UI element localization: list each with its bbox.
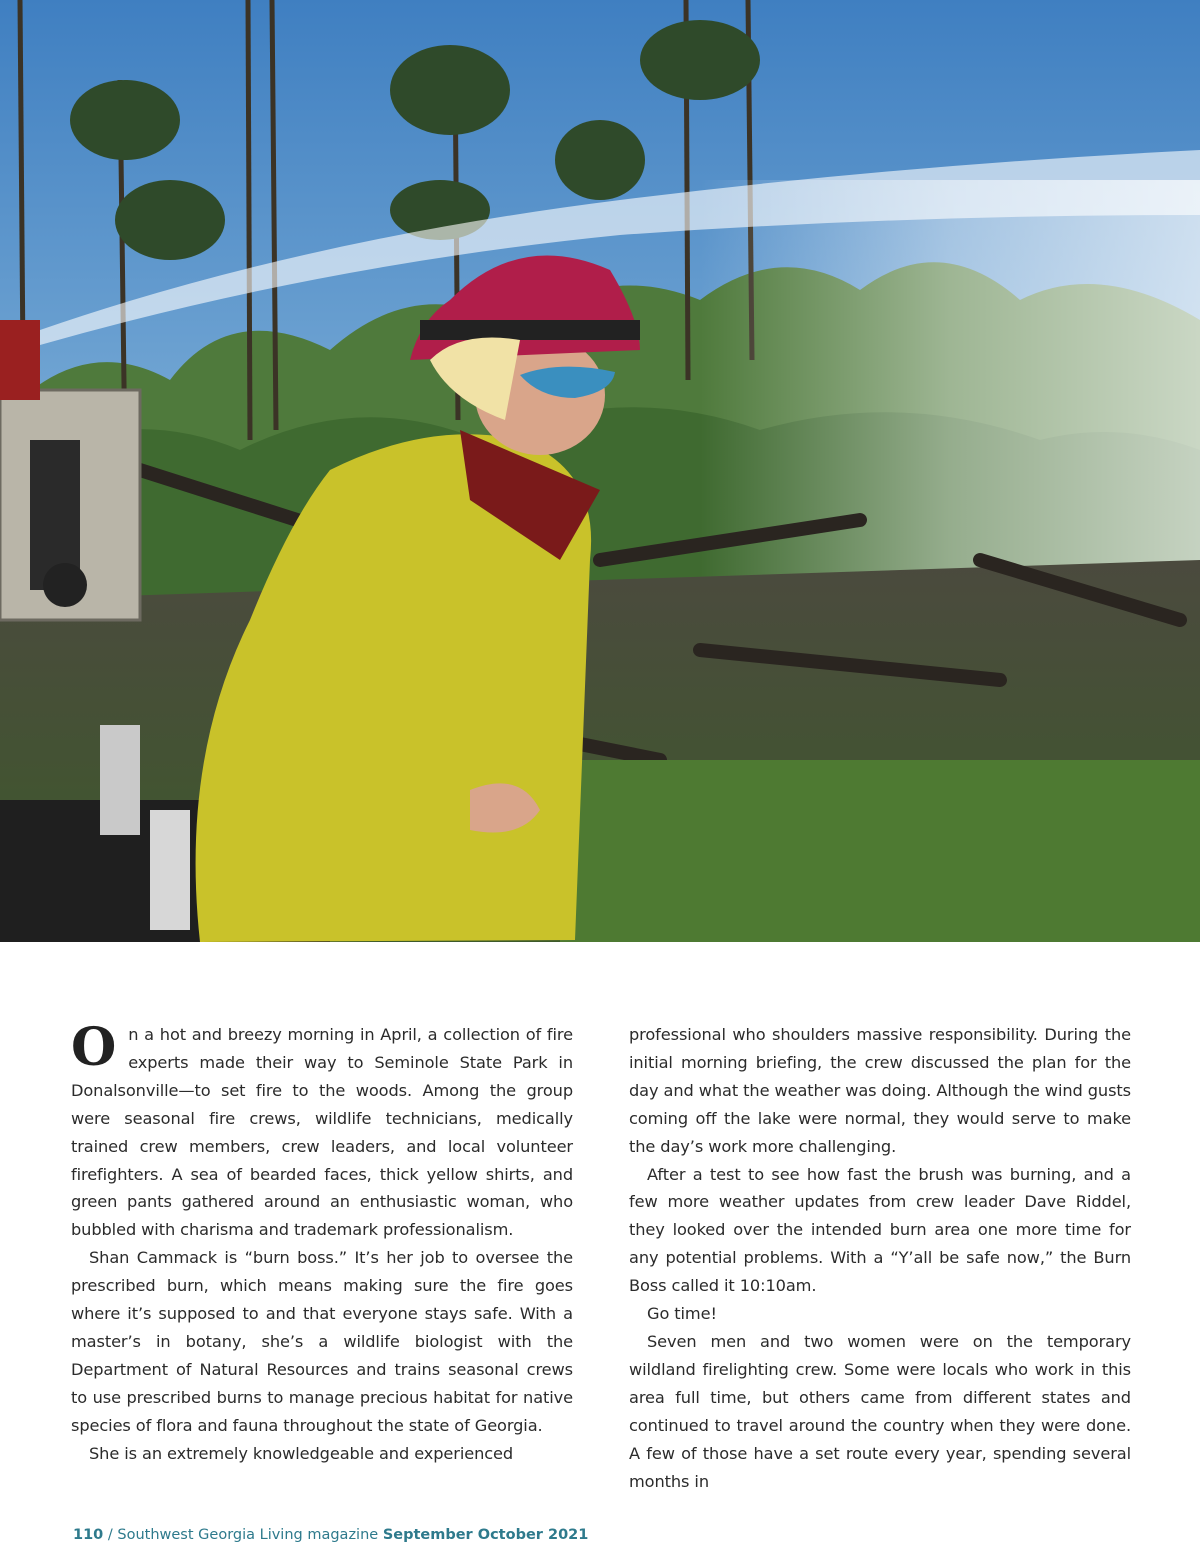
paragraph-3: She is an extremely knowledgeable and experienced — [89, 1443, 514, 1463]
page-number: 110 — [73, 1527, 104, 1543]
magazine-name: Southwest Georgia Living magazine — [117, 1527, 379, 1543]
footer-separator: / — [103, 1527, 118, 1543]
article-column-left — [71, 1017, 573, 1468]
paragraph-4: professional who shoulders massive responsibility. During the initial morning briefing, the crew discussed the plan for the day and what the weather was doing. Although the wind gusts coming off the lake were normal, they would serve to make the day’s work more challenging. — [629, 1025, 1131, 1156]
paragraph-2: Shan Cammack is “burn boss.” It’s her job to oversee the prescribed burn, which means making sure the fire goes where it’s supposed to and that everyone stays safe. With a master’s in botany, she’s a wildlife biologist with the Department of Natural Resources and trains seasonal crews to use prescribed burns to manage precious habitat for native species of flora and fauna throughout the state of Georgia. — [71, 1248, 573, 1435]
paragraph-7: Seven men and two women were on the temporary wildland firelighting crew. Some were locals who work in this area full time, but others came from different states and continued to travel around the country when they were done. A few of those have a set route every year, spending several months in — [629, 1331, 1131, 1491]
issue-date: September October 2021 — [382, 1527, 589, 1543]
paragraph-6: Go time! — [647, 1304, 717, 1324]
drop-cap: O — [71, 1017, 117, 1078]
paragraph-1: On a hot and breezy morning in April, a collection of fire experts made their way to Seminole State Park in Donalsonville—to set fire to the woods. Among the group were seasonal fire crews, wildlife technicians, medically trained crew members, crew leaders, and local volunteer firefighters. A sea of bearded faces, thick yellow shirts, and green pants gathered around an enthusiastic woman, who bubbled with charisma and trademark professionalism. — [71, 1017, 573, 1240]
article-column-right — [629, 1021, 1131, 1495]
page-footer — [73, 1527, 588, 1543]
paragraph-5: After a test to see how fast the brush was burning, and a few more weather updates from crew leader Dave Riddel, they looked over the intended burn area one more time for any potential problems. With a “Y’all be safe now,” the Burn Boss called it 10:10am. — [629, 1164, 1131, 1296]
